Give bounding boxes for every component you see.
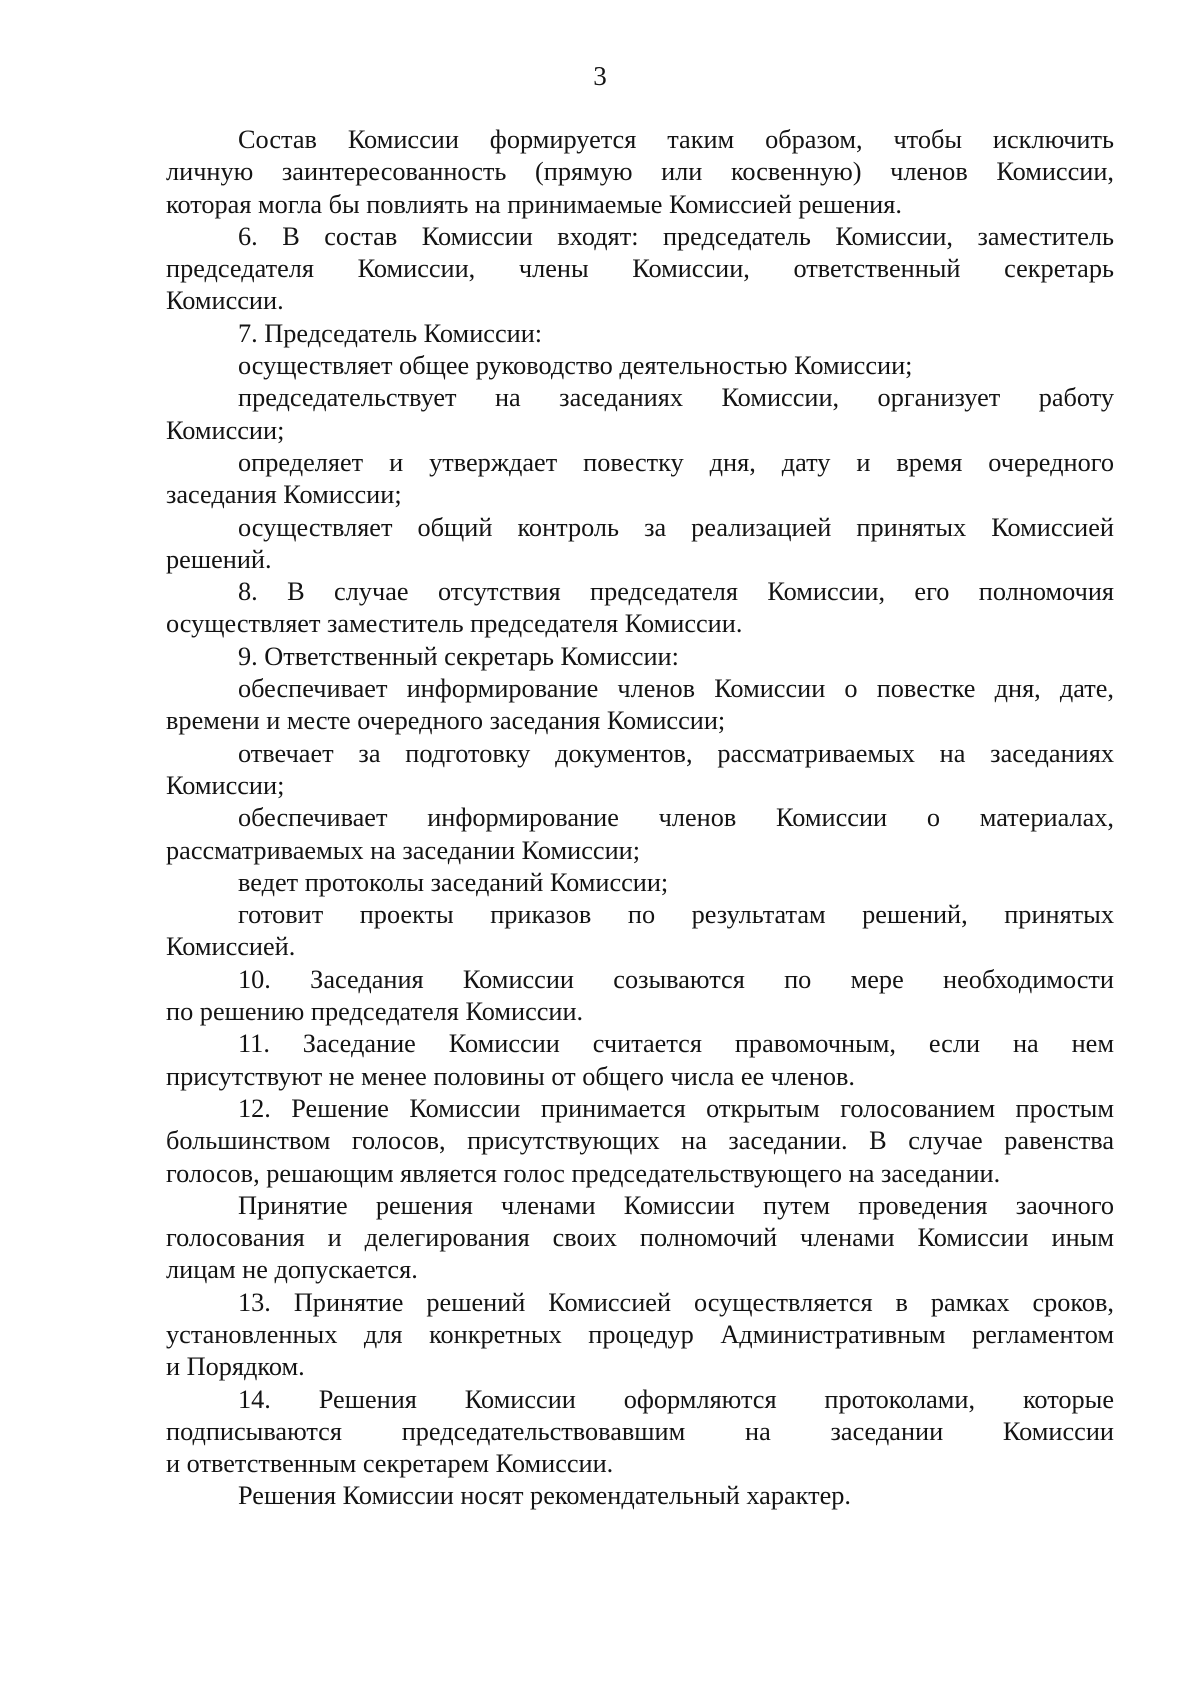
paragraph-line: ведет протоколы заседаний Комиссии; — [238, 867, 669, 897]
paragraph-line: времени и месте очередного заседания Комиссии; — [166, 706, 726, 736]
paragraph-line: осуществляет заместитель председателя Комиссии. — [166, 609, 743, 639]
paragraph — [166, 964, 1114, 1029]
paragraph-line: 12. Решение Комиссии принимается открытым голосованием простым — [238, 1093, 1114, 1123]
paragraph — [166, 673, 1114, 738]
paragraph-line: Решения Комиссии носят рекомендательный характер. — [238, 1481, 851, 1511]
paragraph — [166, 899, 1114, 964]
paragraph — [166, 1190, 1114, 1287]
paragraph — [166, 221, 1114, 318]
paragraph-line: 9. Ответственный секретарь Комиссии: — [238, 641, 679, 671]
paragraph-line: личную заинтересованность (прямую или косвенную) членов Комиссии, — [166, 157, 1114, 187]
paragraph-line: подписываются председательствовавшим на заседании Комиссии — [166, 1416, 1114, 1446]
paragraph-line: председательствует на заседаниях Комиссии, организует работу — [238, 383, 1114, 413]
paragraph-line: осуществляет общий контроль за реализацией принятых Комиссией — [238, 512, 1114, 542]
paragraph-line: 13. Принятие решений Комиссией осуществляется в рамках сроков, — [238, 1287, 1114, 1317]
paragraph-line: 6. В состав Комиссии входят: председатель Комиссии, заместитель — [238, 221, 1114, 251]
paragraph — [166, 1287, 1114, 1384]
paragraph-line: 7. Председатель Комиссии: — [238, 318, 543, 348]
paragraph — [166, 1480, 1114, 1512]
paragraph — [166, 124, 1114, 221]
paragraph-line: по решению председателя Комиссии. — [166, 997, 584, 1027]
paragraph-line: которая могла бы повлиять на принимаемые Комиссией решения. — [166, 189, 902, 219]
paragraph — [166, 802, 1114, 867]
paragraph — [166, 318, 1114, 350]
paragraph — [166, 1384, 1114, 1481]
paragraph — [166, 867, 1114, 899]
paragraph-line: заседания Комиссии; — [166, 480, 402, 510]
paragraph-line: Комиссией. — [166, 932, 296, 962]
paragraph-line: обеспечивает информирование членов Комиссии о повестке дня, дате, — [238, 674, 1114, 704]
page-number: 3 — [593, 61, 607, 91]
document-body — [166, 124, 1114, 1513]
paragraph-line: присутствуют не менее половины от общего числа ее членов. — [166, 1061, 856, 1091]
paragraph-line: 11. Заседание Комиссии считается правомочным, если на нем — [238, 1029, 1114, 1059]
paragraph-line: и ответственным секретарем Комиссии. — [166, 1449, 614, 1479]
paragraph — [166, 641, 1114, 673]
paragraph-line: установленных для конкретных процедур Административным регламентом — [166, 1319, 1114, 1349]
paragraph-line: Состав Комиссии формируется таким образом, чтобы исключить — [238, 125, 1114, 154]
paragraph-line: лицам не допускается. — [166, 1255, 418, 1285]
paragraph — [166, 576, 1114, 641]
paragraph — [166, 350, 1114, 382]
paragraph-line: определяет и утверждает повестку дня, дату и время очередного — [238, 447, 1114, 477]
paragraph-line: Принятие решения членами Комиссии путем проведения заочного — [238, 1190, 1114, 1220]
paragraph-line: большинством голосов, присутствующих на заседании. В случае равенства — [166, 1126, 1114, 1156]
paragraph-line: готовит проекты приказов по результатам решений, принятых — [238, 900, 1114, 930]
paragraph-line: обеспечивает информирование членов Комиссии о материалах, — [238, 803, 1114, 833]
paragraph-line: Комиссии; — [166, 770, 285, 800]
paragraph-line: 8. В случае отсутствия председателя Комиссии, его полномочия — [238, 577, 1114, 607]
paragraph-line: Комиссии. — [166, 286, 284, 316]
paragraph — [166, 382, 1114, 447]
paragraph-line: председателя Комиссии, члены Комиссии, ответственный секретарь — [166, 254, 1114, 284]
paragraph-line: 10. Заседания Комиссии созываются по мере необходимости — [238, 964, 1114, 994]
paragraph-line: 14. Решения Комиссии оформляются протоколами, которые — [238, 1384, 1114, 1414]
paragraph-line: голосов, решающим является голос председательствующего на заседании. — [166, 1158, 1001, 1188]
paragraph — [166, 1093, 1114, 1190]
paragraph — [166, 738, 1114, 803]
paragraph-line: отвечает за подготовку документов, рассматриваемых на заседаниях — [238, 738, 1114, 768]
paragraph — [166, 512, 1114, 577]
paragraph-line: голосования и делегирования своих полномочий членами Комиссии иным — [166, 1223, 1114, 1253]
paragraph-line: Комиссии; — [166, 415, 285, 445]
paragraph-line: решений. — [166, 544, 272, 574]
paragraph-line: и Порядком. — [166, 1352, 305, 1382]
paragraph — [166, 447, 1114, 512]
paragraph-line: рассматриваемых на заседании Комиссии; — [166, 835, 641, 865]
paragraph — [166, 1028, 1114, 1093]
paragraph-line: осуществляет общее руководство деятельностью Комиссии; — [238, 351, 913, 381]
